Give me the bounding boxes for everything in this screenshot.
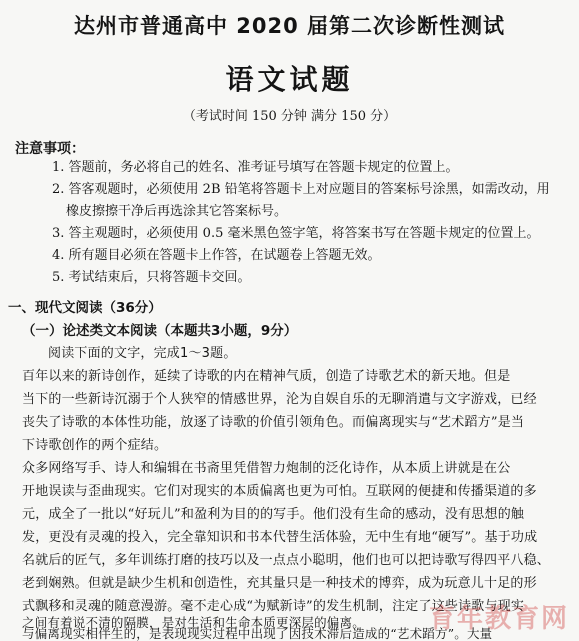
section-heading: 一、现代文阅读（36分） bbox=[8, 300, 162, 316]
passage-line: 与偏离现实相伴生的，是表现现实过程中出现了因技术滞后造成的“艺术蹈方”。大量 bbox=[22, 626, 493, 641]
notes-heading: 注意事项： bbox=[15, 141, 85, 157]
subject-title: 语文试题 bbox=[225, 63, 354, 96]
note-item: 2. 答客观题时，必须使用 2B 铅笔将答题卡上对应题目的答案标号涂黑，如需改动，用 bbox=[52, 182, 550, 197]
subsection-heading: （一）论述类文本阅读（本题共3小题，9分） bbox=[22, 323, 298, 339]
note-item: 3. 答主观题时，必须使用 0.5 毫米黑色签字笔，将答案书写在答题卡规定的位置上。 bbox=[52, 226, 540, 241]
passage-line: 下诗歌创作的两个症结。 bbox=[22, 438, 168, 453]
reading-instruction: 阅读下面的文字，完成1～3题。 bbox=[48, 346, 237, 361]
passage-line: 之间有着说不清的隔膜，是对生活和生命本质更深层的偏离。 bbox=[22, 615, 365, 630]
passage-line: 元，成全了一批以“好玩儿”和盈利为目的的写手。他们没有生命的感动，没有思想的触 bbox=[22, 507, 525, 522]
passage-line: 式飘移和灵魂的随意漫游。毫不走心成“为赋新诗”的发生机制，注定了这些诗歌与现实 bbox=[22, 599, 525, 614]
note-item: 4. 所有题目必须在答题卡上作答，在试题卷上答题无效。 bbox=[52, 248, 381, 263]
exam-title: 达州市普通高中 2020 届第二次诊断性测试 bbox=[73, 14, 506, 38]
passage-line: 百年以来的新诗创作，延续了诗歌的内在精神气质，创造了诗歌艺术的新天地。但是 bbox=[22, 369, 511, 384]
passage-line: 当下的一些新诗沉溺于个人狭窄的情感世界，沦为自娱自乐的无聊消遣与文字游戏，已经 bbox=[22, 392, 537, 407]
passage-line: 名就后的匠气，多年训练打磨的技巧以及一点点小聪明，他们也可以把诗歌写得四平八稳、 bbox=[22, 553, 551, 568]
note-item: 5. 考试结束后，只将答题卡交回。 bbox=[52, 270, 251, 285]
note-item: 橡皮擦擦干净后再选涂其它答案标号。 bbox=[66, 204, 288, 219]
passage-line: 丧失了诗歌的本体性功能，放逐了诗歌的价值引领角色。而偏离现实与“艺术蹈方”是当 bbox=[22, 415, 525, 430]
passage-line: 老到娴熟。但就是缺少生机和创造性，充其量只是一种技术的博弈，成为玩意儿十足的形 bbox=[22, 576, 537, 591]
note-item: 1. 答题前，务必将自己的姓名、准考证号填写在答题卡规定的位置上。 bbox=[52, 160, 459, 175]
passage-line: 开地误读与歪曲现实。它们对现实的本质偏离也更为可怕。互联网的便捷和传播渠道的多 bbox=[22, 484, 537, 499]
watermark-logo: 育年教育网 bbox=[428, 604, 569, 634]
passage-line: 发，更没有灵魂的投入，完全靠知识和书本代替生活体验，无中生有地“硬写”。基于功成 bbox=[22, 530, 538, 545]
exam-time-info: （考试时间 150 分钟 满分 150 分） bbox=[182, 109, 397, 124]
passage-line: 众多网络写手、诗人和编辑在书斋里凭借智力炮制的泛化诗作，从本质上讲就是在公 bbox=[22, 461, 511, 476]
